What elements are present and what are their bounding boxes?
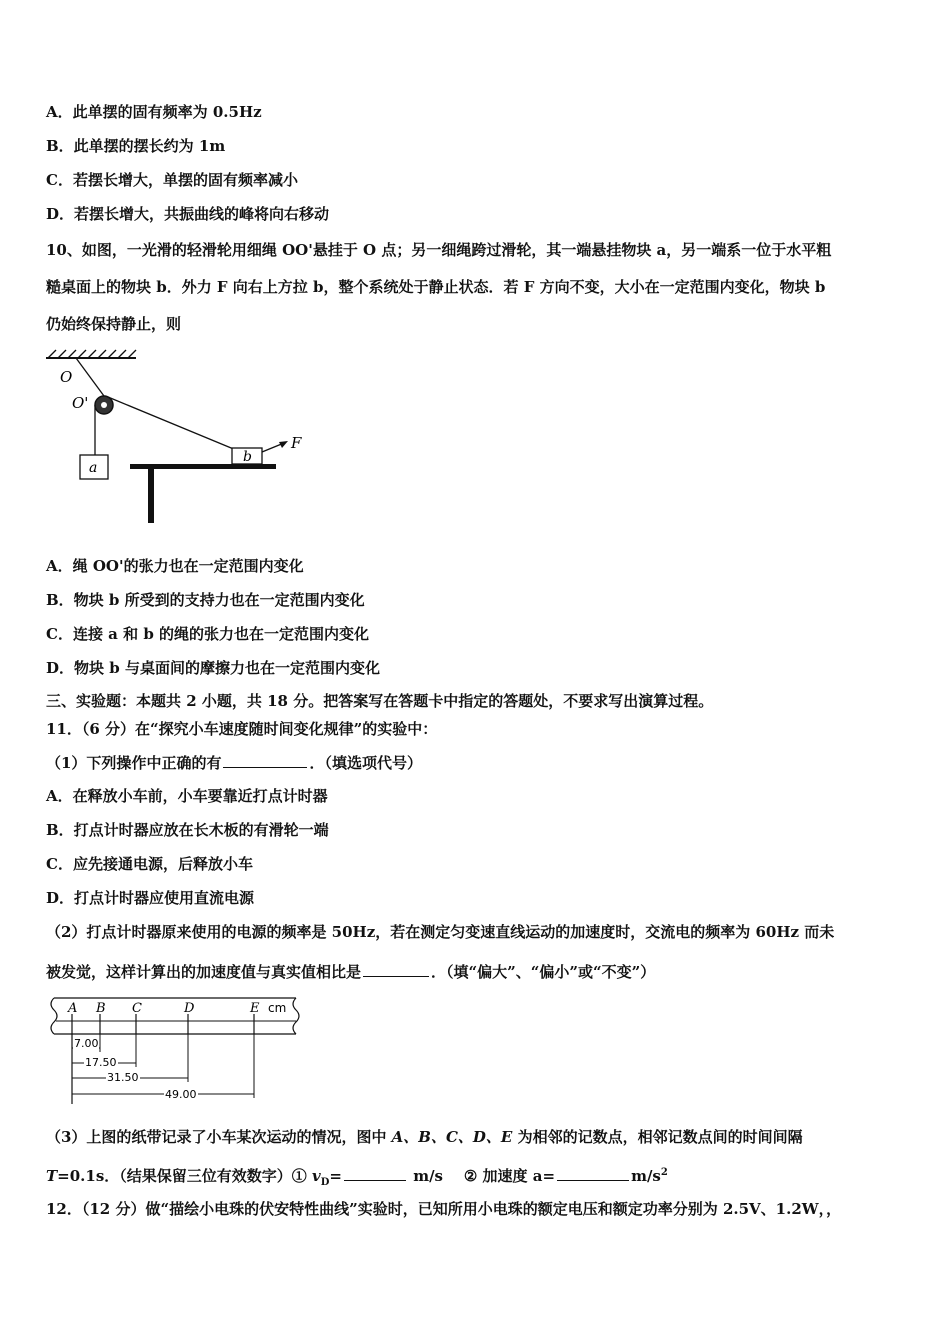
q10-stem-line-2: 糙桌面上的物块 b．外力 F 向右上方拉 b，整个系统处于静止状态．若 F 方向不变，大小在一定范围内变化，物块 b <box>46 278 826 296</box>
point-a-label: A <box>68 1001 78 1016</box>
label-o: O <box>60 368 73 386</box>
q11-option-b: B．打点计时器应放在长木板的有滑轮一端 <box>46 821 329 839</box>
q11-p3-unit-2-sup: 2 <box>660 1167 668 1178</box>
rope-to-b <box>108 397 236 450</box>
q11-p3-equals: = <box>329 1167 342 1185</box>
q10-option-b: B．物块 b 所受到的支持力也在一定范围内变化 <box>46 591 365 609</box>
q11-part-2-line-1: （2）打点计时器原来使用的电源的频率是 50Hz，若在测定匀变速直线运动的加速度时，交流电的频率为 60Hz 而未 <box>46 923 835 941</box>
dist-ab-label: 7.00 <box>74 1037 99 1050</box>
q11-option-d: D．打点计时器应使用直流电源 <box>46 889 255 907</box>
section-3-heading: 三、实验题：本题共 2 小题，共 18 分。把答案写在答题卡中指定的答题处，不要求写出演算过程。 <box>46 692 714 710</box>
q11-part-1 <box>46 751 422 773</box>
q10-option-a: A．绳 OO'的张力也在一定范围内变化 <box>46 557 304 575</box>
q11-p3-acceleration-blank[interactable] <box>557 1164 629 1181</box>
q11-p3-text-start: （3）上图的纸带记录了小车某次运动的情况，图中 <box>46 1128 392 1146</box>
q11-p3-unit-2: m/s <box>631 1167 661 1185</box>
dist-ac-label: 17.50 <box>85 1056 117 1069</box>
q11-part-3-line-2 <box>46 1163 668 1193</box>
dist-ae-label: 49.00 <box>165 1088 197 1101</box>
q11-p3-t-symbol: T <box>46 1167 58 1185</box>
dist-ad-label: 31.50 <box>107 1071 139 1084</box>
table-leg <box>148 469 154 523</box>
q9-option-a: A．此单摆的固有频率为 0.5Hz <box>46 103 262 121</box>
point-e-label: E <box>250 1001 260 1016</box>
point-c-label: C <box>132 1001 142 1016</box>
tape-left-edge <box>51 998 57 1034</box>
q11-p2-answer-blank[interactable] <box>363 960 429 977</box>
q11-p3-v-subscript: D <box>320 1177 330 1188</box>
table-top <box>130 464 276 469</box>
q11-p3-text-end: 为相邻的记数点，相邻记数点间的时间间隔 <box>512 1128 803 1146</box>
q11-p1-text-end: ．（填选项代号） <box>309 754 422 772</box>
q10-stem-line-1: 10、如图，一光滑的轻滑轮用细绳 OO'悬挂于 O 点；另一细绳跨过滑轮，其一端悬挂物块 a，另一端系一位于水平粗 <box>46 241 832 259</box>
q11-part-3-line-1 <box>46 1127 803 1147</box>
q11-title: 11．（6 分）在“探究小车速度随时间变化规律”的实验中： <box>46 720 438 738</box>
label-a: a <box>89 460 98 476</box>
q11-part-2-line-2 <box>46 960 655 982</box>
pulley-figure <box>40 348 320 528</box>
point-b-label: B <box>96 1001 106 1016</box>
rope-oo <box>76 358 104 396</box>
force-arrow-head <box>279 441 288 448</box>
label-o-prime: O' <box>72 394 89 412</box>
label-f: F <box>291 434 302 452</box>
q11-p3-unit-1: m/s ② 加速度 a= <box>407 1167 556 1185</box>
q9-option-c: C．若摆长增大，单摆的固有频率减小 <box>46 171 298 189</box>
q10-option-c: C．连接 a 和 b 的绳的张力也在一定范围内变化 <box>46 625 370 643</box>
q11-p3-text-a: =0.1s．（结果保留三位有效数字）① <box>57 1167 313 1185</box>
tape-unit-label: cm <box>268 1001 287 1015</box>
q10-stem-line-3: 仍始终保持静止，则 <box>46 315 182 333</box>
q12-stem: 12．（12 分）做“描绘小电珠的伏安特性曲线”实验时，已知所用小电珠的额定电压和额定功率分别为 2.5V、1.2W，， <box>46 1200 842 1218</box>
q11-p3-v-symbol: v <box>312 1167 321 1185</box>
ceiling-hatch <box>48 350 136 358</box>
q11-p1-text: （1）下列操作中正确的有 <box>46 754 222 772</box>
q11-p2-text-end: ．（填“偏大”、“偏小”或“不变”） <box>431 963 656 981</box>
q11-p3-points: A、B、C、D、E <box>391 1128 513 1146</box>
point-d-label: D <box>184 1001 195 1016</box>
q11-option-a: A．在释放小车前，小车要靠近打点计时器 <box>46 787 328 805</box>
paper-tape-figure <box>44 994 314 1110</box>
label-b: b <box>243 449 252 465</box>
q11-option-c: C．应先接通电源，后释放小车 <box>46 855 253 873</box>
q11-p1-answer-blank[interactable] <box>223 751 307 768</box>
tape-right-edge <box>293 998 299 1034</box>
q11-p2-text: 被发觉，这样计算出的加速度值与真实值相比是 <box>46 963 362 981</box>
pulley-axle <box>101 402 107 408</box>
q9-option-d: D．若摆长增大，共振曲线的峰将向右移动 <box>46 205 330 223</box>
q11-p3-velocity-blank[interactable] <box>344 1164 406 1181</box>
q10-option-d: D．物块 b 与桌面间的摩擦力也在一定范围内变化 <box>46 659 380 677</box>
q9-option-b: B．此单摆的摆长约为 1m <box>46 137 226 155</box>
